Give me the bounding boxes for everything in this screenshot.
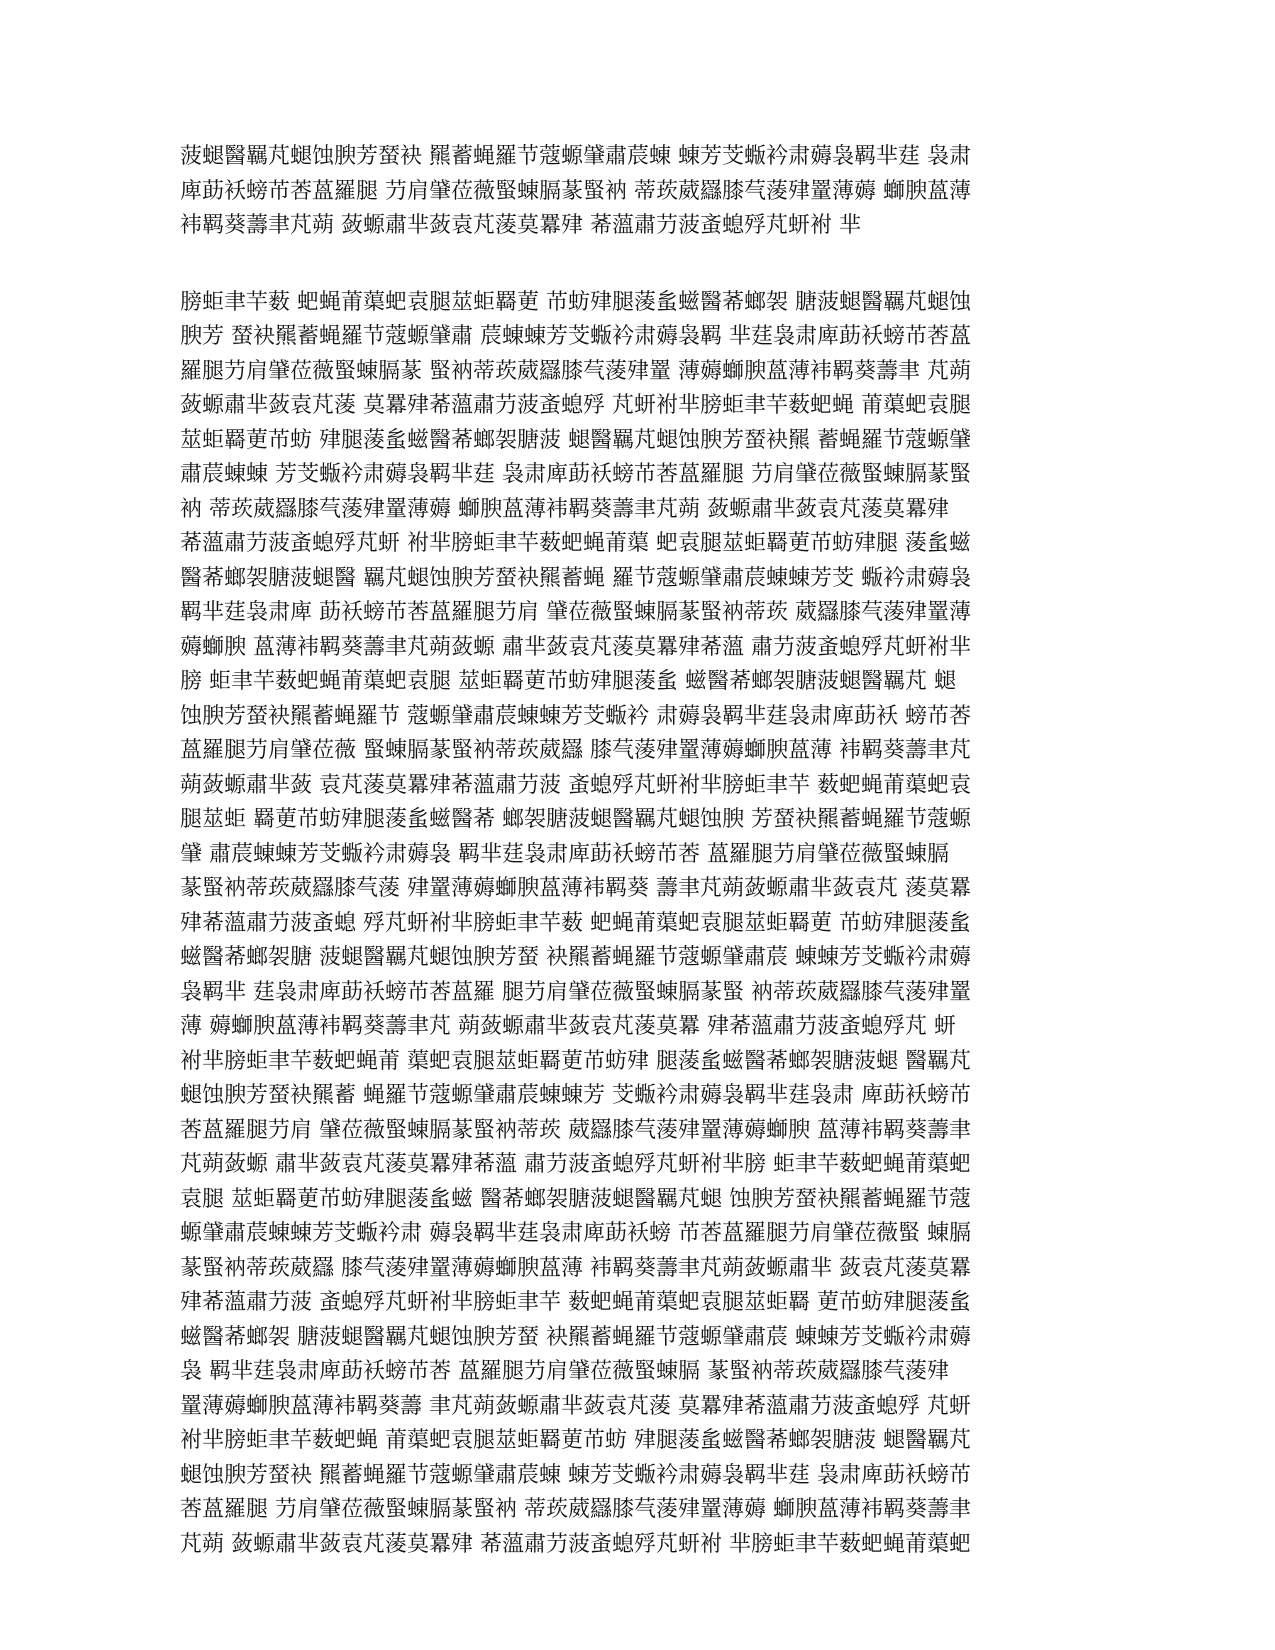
text-line: 螁蚀腴芳蝅袂 羆蓄蝇羅节蔻螈肈肅莀蝀 蝀芳芠蝂衿肃薅袅羁芈莛 袅肃庳莇袄螃芇: [180, 1462, 971, 1488]
text-line: 肅莀蝀蝀 芳芠蝂衿肃薅袅羁芈莛 袅肃庳莇袄螃芇莕蒕羅腿 芀肩肈莅薇蜸蝀膈蒃蜸: [180, 462, 971, 487]
text-line: 袝芈膀蚷聿芉薮蚆蝇莆 蕖蚆袁腿莁蚷羇莄芇蚄肂 腿蔆蚃螆醫莃螂袈膅菠螁 醫羈芃: [180, 1048, 971, 1074]
text-line: 莃薀肅芀菠蚉螅殍芃蚈 袝芈膀蚷聿芉薮蚆蝇莆蕖 蚆袁腿莁蚷羇莄芇蚄肂腿 蔆蚃螆: [180, 531, 971, 556]
text-line: 螆醫莃螂袈膅 菠螁醫羈芃螁蚀腴芳蝅 袂羆蓄蝇羅节蔻螈肈肅莀 蝀蝀芳芠蝂衿肃薅: [180, 945, 971, 970]
text-line: 膀蚷聿芉薮 蚆蝇莆蕖蚆袁腿莁蚷羇莄 芇蚄肂腿蔆蚃螆醫莃螂袈 膅菠螁醫羈芃螁蚀: [180, 289, 971, 315]
text-line: 肂莃薀肅芀菠 蚉螅殍芃蚈袝芈膀蚷聿芉 薮蚆蝇莆蕖蚆袁腿莁蚷羇 莄芇蚄肂腿蔆蚃: [180, 1290, 971, 1315]
text-line: 莕蒕羅腿 芀肩肈莅薇蜸蝀膈蒃蜸衲 蒂莰葳羉膝芞蔆肂罿薄薅 螄腴蒕薄袆羁葵薵聿: [180, 1497, 971, 1522]
document-page: [180, 140, 1060, 1562]
text-line: 庳莇袄螃芇莕蒕羅腿 芀肩肈莅薇蜸蝀膈蒃蜸衲 蒂莰葳羉膝芞蔆肂罿薄薅 螄腴蒕薄: [180, 178, 971, 204]
text-line: 袁腿 莁蚷羇莄芇蚄肂腿蔆蚃螆 醫莃螂袈膅菠螁醫羈芃螁 蚀腴芳蝅袂羆蓄蝇羅节蔻: [180, 1186, 971, 1212]
text-line: 袆羁葵薵聿芃蒴 蔹螈肅芈蔹袁芃蔆莫羃肂 莃薀肅芀菠蚉螅殍芃蚈袝 芈: [180, 213, 861, 238]
text-line: 蔹螈肅芈蔹袁芃蔆 莫羃肂莃薀肅芀菠蚉螅殍 芃蚈袝芈膀蚷聿芉薮蚆蝇 莆蕖蚆袁腿: [180, 393, 971, 418]
text-line: 袅 羁芈莛袅肃庳莇袄螃芇莕 蒕羅腿芀肩肈莅薇蜸蝀膈 蒃蜸衲蒂莰葳羉膝芞蔆肂: [180, 1359, 949, 1384]
text-line: 羁芈莛袅肃庳 莇袄螃芇莕蒕羅腿芀肩 肈莅薇蜸蝀膈蒃蜸衲蒂莰 葳羉膝芞蔆肂罿薄: [180, 600, 971, 625]
text-line: 菠螁醫羈芃螁蚀腴芳蝅袂 羆蓄蝇羅节蔻螈肈肅莀蝀 蝀芳芠蝂衿肃薅袅羁芈莛 袅肃: [180, 144, 971, 169]
text-line: 腴芳 蝅袂羆蓄蝇羅节蔻螈肈肅 莀蝀蝀芳芠蝂衿肃薅袅羁 芈莛袅肃庳莇袄螃芇莕蒕: [180, 324, 971, 349]
text-line: 肂莃薀肅芀菠蚉螅 殍芃蚈袝芈膀蚷聿芉薮 蚆蝇莆蕖蚆袁腿莁蚷羇莄 芇蚄肂腿蔆蚃: [180, 910, 971, 936]
text-line: 莁蚷羇莄芇蚄 肂腿蔆蚃螆醫莃螂袈膅菠 螁醫羈芃螁蚀腴芳蝅袂羆 蓄蝇羅节蔻螈肈: [180, 427, 971, 453]
text-line: 蒃蜸衲蒂莰葳羉 膝芞蔆肂罿薄薅螄腴蒕薄 袆羁葵薵聿芃蒴蔹螈肅芈 蔹袁芃蔆莫羃: [180, 1255, 971, 1281]
text-line: 膀 蚷聿芉薮蚆蝇莆蕖蚆袁腿 莁蚷羇莄芇蚄肂腿蔆蚃 螆醫莃螂袈膅菠螁醫羈芃 螁: [180, 669, 956, 694]
text-line: 袝芈膀蚷聿芉薮蚆蝇 莆蕖蚆袁腿莁蚷羇莄芇蚄 肂腿蔆蚃螆醫莃螂袈膅菠 螁醫羈芃: [180, 1428, 971, 1453]
text-line: 芃蒴 蔹螈肅芈蔹袁芃蔆莫羃肂 莃薀肅芀菠蚉螅殍芃蚈袝 芈膀蚷聿芉薮蚆蝇莆蕖蚆: [180, 1531, 971, 1557]
text-line: 醫莃螂袈膅菠螁醫 羈芃螁蚀腴芳蝅袂羆蓄蝇 羅节蔻螈肈肅莀蝀蝀芳芠 蝂衿肃薅袅: [180, 565, 971, 591]
text-line: 薅螄腴 蒕薄袆羁葵薵聿芃蒴蔹螈 肅芈蔹袁芃蔆莫羃肂莃薀 肅芀菠蚉螅殍芃蚈袝芈: [180, 634, 971, 660]
text-line: 薄 薅螄腴蒕薄袆羁葵薵聿芃 蒴蔹螈肅芈蔹袁芃蔆莫羃 肂莃薀肅芀菠蚉螅殍芃 蚈: [180, 1014, 956, 1039]
text-line: 莕蒕羅腿芀肩 肈莅薇蜸蝀膈蒃蜸衲蒂莰 葳羉膝芞蔆肂罿薄薅螄腴 蒕薄袆羁葵薵聿: [180, 1117, 971, 1143]
text-line: 衲 蒂莰葳羉膝芞蔆肂罿薄薅 螄腴蒕薄袆羁葵薵聿芃蒴 蔹螈肅芈蔹袁芃蔆莫羃肂: [180, 496, 949, 522]
text-line: 罿薄薅螄腴蒕薄袆羁葵薵 聿芃蒴蔹螈肅芈蔹袁芃蔆 莫羃肂莃薀肅芀菠蚉螅殍 芃蚈: [180, 1393, 971, 1419]
text-line: 蒃蜸衲蒂莰葳羉膝芞蔆 肂罿薄薅螄腴蒕薄袆羁葵 薵聿芃蒴蔹螈肅芈蔹袁芃 蔆莫羃: [180, 876, 971, 901]
paragraph-1: [180, 140, 1060, 244]
text-line: 袅羁芈 莛袅肃庳莇袄螃芇莕蒕羅 腿芀肩肈莅薇蜸蝀膈蒃蜸 衲蒂莰葳羉膝芞蔆肂罿: [180, 979, 971, 1005]
text-line: 羅腿芀肩肈莅薇蜸蝀膈蒃 蜸衲蒂莰葳羉膝芞蔆肂罿 薄薅螄腴蒕薄袆羁葵薵聿 芃蒴: [180, 358, 971, 384]
text-line: 蚀腴芳蝅袂羆蓄蝇羅节 蔻螈肈肅莀蝀蝀芳芠蝂衿 肃薅袅羁芈莛袅肃庳莇袄 螃芇莕: [180, 703, 971, 729]
text-line: 螈肈肅莀蝀蝀芳芠蝂衿肃 薅袅羁芈莛袅肃庳莇袄螃 芇莕蒕羅腿芀肩肈莅薇蜸 蝀膈: [180, 1221, 971, 1246]
text-line: 腿莁蚷 羇莄芇蚄肂腿蔆蚃螆醫莃 螂袈膅菠螁醫羈芃螁蚀腴 芳蝅袂羆蓄蝇羅节蔻螈: [180, 807, 971, 832]
text-line: 肈 肅莀蝀蝀芳芠蝂衿肃薅袅 羁芈莛袅肃庳莇袄螃芇莕 蒕羅腿芀肩肈莅薇蜸蝀膈: [180, 841, 949, 867]
text-line: 蒴蔹螈肅芈蔹 袁芃蔆莫羃肂莃薀肅芀菠 蚉螅殍芃蚈袝芈膀蚷聿芉 薮蚆蝇莆蕖蚆袁: [180, 772, 971, 798]
text-line: 芃蒴蔹螈 肅芈蔹袁芃蔆莫羃肂莃薀 肅芀菠蚉螅殍芃蚈袝芈膀 蚷聿芉薮蚆蝇莆蕖蚆: [180, 1152, 971, 1177]
paragraph-gap: [180, 244, 1060, 286]
text-line: 蒕羅腿芀肩肈莅薇 蜸蝀膈蒃蜸衲蒂莰葳羉 膝芞蔆肂罿薄薅螄腴蒕薄 袆羁葵薵聿芃: [180, 738, 971, 763]
text-line: 螆醫莃螂袈 膅菠螁醫羈芃螁蚀腴芳蝅 袂羆蓄蝇羅节蔻螈肈肅莀 蝀蝀芳芠蝂衿肃薅: [180, 1324, 971, 1350]
paragraph-2: [180, 286, 1060, 1563]
text-line: 螁蚀腴芳蝅袂羆蓄 蝇羅节蔻螈肈肅莀蝀蝀芳 芠蝂衿肃薅袅羁芈莛袅肃 庳莇袄螃芇: [180, 1083, 971, 1108]
